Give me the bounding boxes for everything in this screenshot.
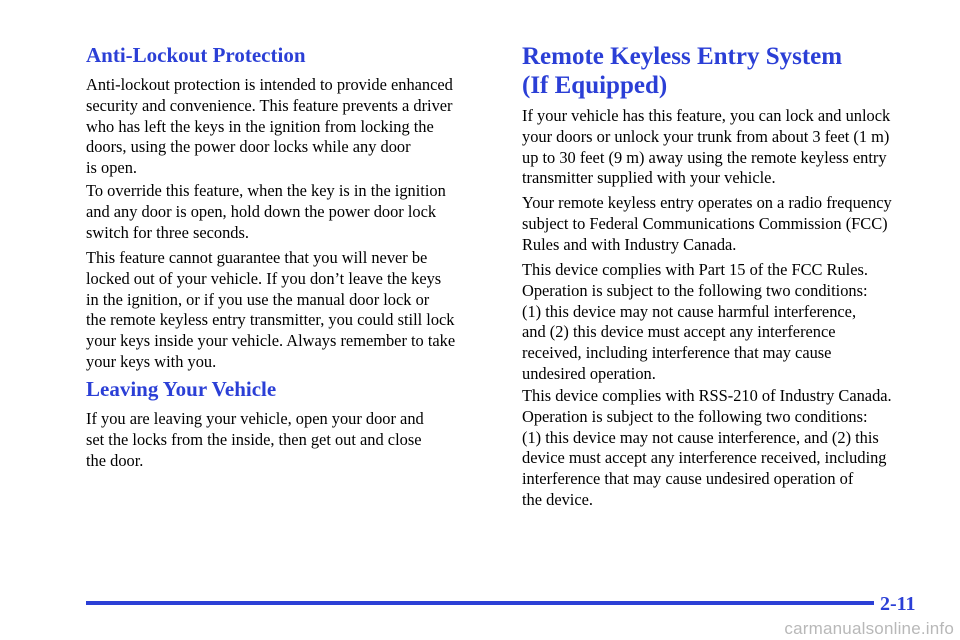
heading-line-2: (If Equipped) xyxy=(522,72,668,99)
footer-rule xyxy=(86,601,874,605)
paragraph-anti-lockout-intro: Anti-lockout protection is intended to provide enhanced security and convenience. This feature prevents a driver who has left the keys in the ignition from locking the doors, using the power door locks while any door is open. xyxy=(86,75,453,178)
page-number: 2-11 xyxy=(880,593,916,615)
paragraph-leaving-vehicle: If you are leaving your vehicle, open your door and set the locks from the inside, then get out and close the door. xyxy=(86,409,424,470)
section-heading-remote-keyless-entry xyxy=(522,42,842,100)
section-heading-leaving-vehicle: Leaving Your Vehicle xyxy=(86,377,277,401)
paragraph-fcc-compliance: This device complies with Part 15 of the FCC Rules. Operation is subject to the following two conditions: (1) this device may not cause harmful interference, and (2) this device must accept any interference received, including interference that may cause undesired operation. xyxy=(522,260,868,383)
heading-line-1: Remote Keyless Entry System xyxy=(522,43,843,70)
section-heading-anti-lockout: Anti-Lockout Protection xyxy=(86,43,306,67)
paragraph-no-guarantee: This feature cannot guarantee that you will never be locked out of your vehicle. If you don’t leave the keys in the ignition, or if you use the manual door lock or the remote keyless entry transmitter, you could still lock your keys inside your vehicle. Always remember to take your keys with you. xyxy=(86,248,456,371)
paragraph-radio-frequency: Your remote keyless entry operates on a radio frequency subject to Federal Communications Commission (FCC) Rules and with Industry Canada. xyxy=(522,193,892,254)
paragraph-override-feature: To override this feature, when the key is in the ignition and any door is open, hold down the power door lock switch for three seconds. xyxy=(86,181,446,242)
paragraph-rke-range: If your vehicle has this feature, you can lock and unlock your doors or unlock your trunk from about 3 feet (1 m) up to 30 feet (9 m) away using the remote keyless entry transmitter supplied with your vehicle. xyxy=(522,106,891,188)
paragraph-rss-compliance: This device complies with RSS-210 of Industry Canada. Operation is subject to the following two conditions: (1) this device may not cause interference, and (2) this device must accept any interference received, including interference that may cause undesired operation of the device. xyxy=(522,386,892,509)
watermark: carmanualsonline.info xyxy=(784,619,954,638)
